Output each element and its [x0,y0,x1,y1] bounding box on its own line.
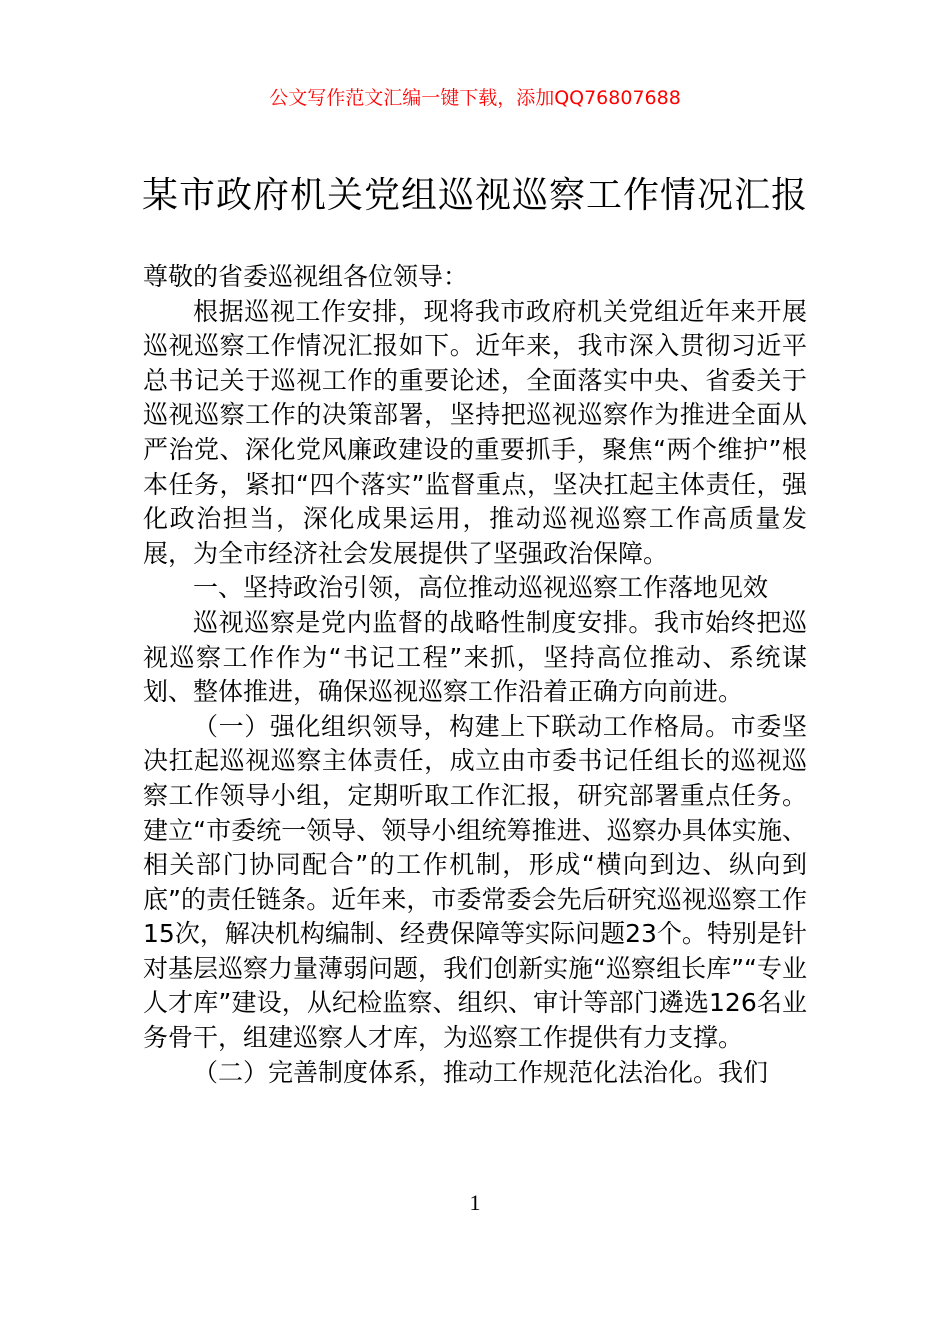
paragraph-subsection-1: （一）强化组织领导，构建上下联动工作格局。市委坚决扛起巡视巡察主体责任，成立由市委书记任组长的巡视巡察工作领导小组，定期听取工作汇报，研究部署重点任务。建立“市委统一领导、领导小组统筹推进、巡察办具体实施、相关部门协同配合”的工作机制，形成“横向到边、纵向到底”的责任链条。近年来，市委常委会先后研究巡视巡察工作15次，解决机构编制、经费保障等实际问题23个。特别是针对基层巡察力量薄弱问题，我们创新实施“巡察组长库”“专业人才库”建设，从纪检监察、组织、审计等部门遴选126名业务骨干，组建巡察人才库，为巡察工作提供有力支撑。 [143,711,807,1053]
document-title: 某市政府机关党组巡视巡察工作情况汇报 [141,175,808,216]
paragraph-intro: 根据巡视工作安排，现将我市政府机关党组近年来开展巡视巡察工作情况汇报如下。近年来，我市深入贯彻习近平总书记关于巡视工作的重要论述，全面落实中央、省委关于巡视巡察工作的决策部署，坚持把巡视巡察作为推进全面从严治党、深化党风廉政建设的重要抓手，聚焦“两个维护”根本任务，紧扣“四个落实”监督重点，坚决扛起主体责任，强化政治担当，深化成果运用，推动巡视巡察工作高质量发展，为全市经济社会发展提供了坚强政治保障。 [143,296,807,568]
paragraph-subsection-2: （二）完善制度体系，推动工作规范化法治化。我们 [193,1057,769,1087]
page-number: 1 [469,1190,481,1215]
salutation: 尊敬的省委巡视组各位领导： [143,262,469,291]
document-body [143,260,807,1090]
promo-banner: 公文写作范文汇编一键下载，添加QQ76807688 [269,87,681,109]
section-heading-1: 一、坚持政治引领，高位推动巡视巡察工作落地见效 [193,573,769,603]
paragraph-section-1: 巡视巡察是党内监督的战略性制度安排。我市始终把巡视巡察工作作为“书记工程”来抓，坚持高位推动、系统谋划、整体推进，确保巡视巡察工作沿着正确方向前进。 [143,607,807,707]
